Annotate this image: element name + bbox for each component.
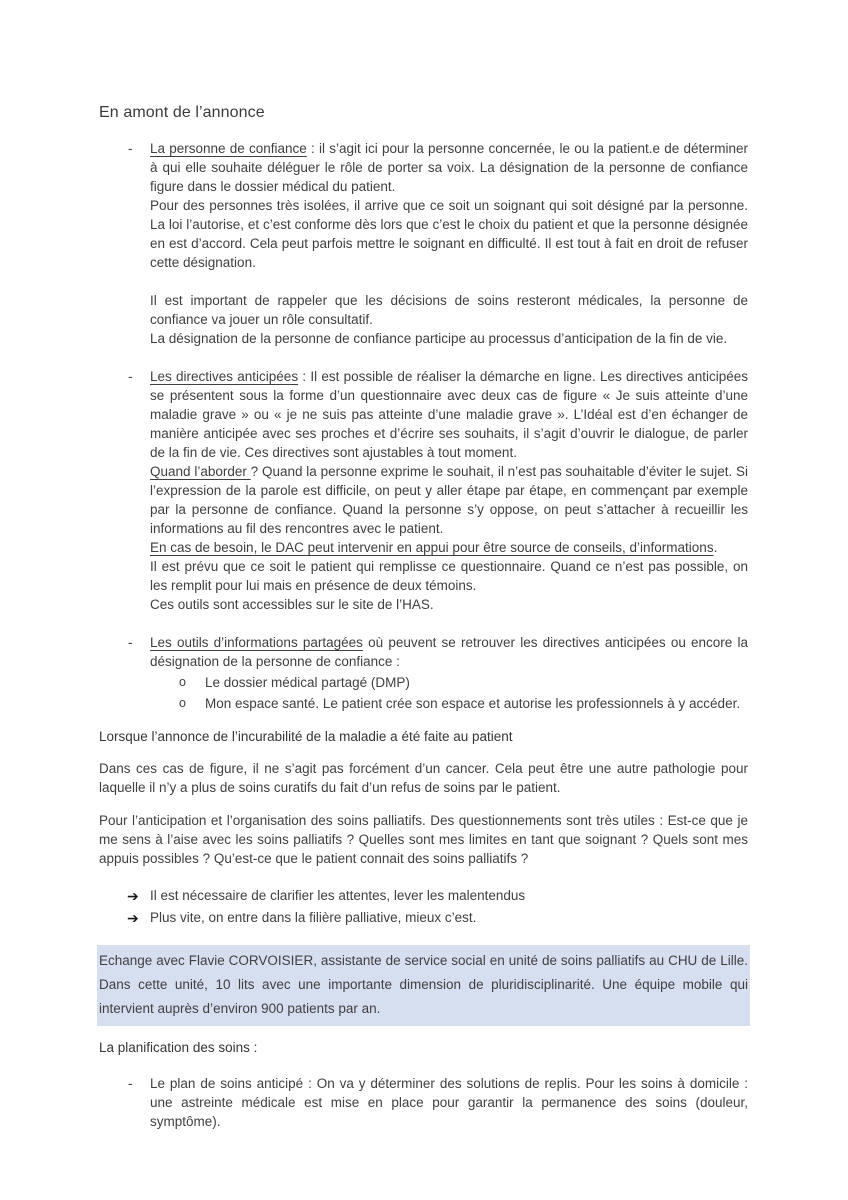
paragraph-text: : Il est possible de réaliser la démarche en ligne. Les directives anticipées se présentent sous la forme d’un questionnaire avec deux cas de figure « Je suis atteinte d’une maladie grave » ou « je ne suis pas atteinte d’une maladie grave ». L’Idéal est d’en échanger de manière anticipée avec ses proches et d’écrire ses souhaits, il s’agit d’ouvrir le dialogue, de parler de la fin de vie. Ces directives sont ajustables à tout moment.: [150, 369, 749, 460]
arrow-item: [99, 907, 748, 929]
document-title: En amont de l’annonce: [99, 104, 265, 121]
bullet-item-plan-de-soins: [99, 1074, 748, 1131]
paragraph: [150, 139, 748, 196]
paragraph-text: : il s’agit ici pour la personne concernée, le ou la patient.e de déterminer à qui elle souhaite déléguer le rôle de porter sa voix. La désignation de la personne de confiance figure dans le dossier médical du patient.: [150, 141, 748, 194]
dash-bullet-icon: -: [128, 635, 133, 650]
sub-bullet-item-dmp: [150, 673, 748, 692]
paragraph: Il est important de rappeler que les décisions de soins resteront médicales, la personne de confiance va jouer un rôle consultatif.: [150, 293, 748, 327]
paragraph: Le plan de soins anticipé : On va y déterminer des solutions de replis. Pour les soins à domicile : une astreinte médicale est mise en place pour garantir la permanence des soins (douleur, symptôme).: [150, 1076, 748, 1129]
arrow-item-text: Il est nécessaire de clarifier les attentes, lever les malentendus: [150, 888, 526, 903]
bullet-item-outils-partages: [99, 633, 748, 713]
bullet-item-body: [150, 139, 748, 348]
bullet-item-body: [150, 633, 748, 713]
arrow-bullet-icon: ➔: [127, 888, 139, 904]
sub-bullet-text: Mon espace santé. Le patient crée son espace et autorise les professionnels à y accéder.: [205, 696, 741, 711]
paragraph: Ces outils sont accessibles sur le site de l’HAS.: [150, 597, 434, 612]
circle-bullet-icon: o: [179, 696, 186, 710]
arrow-item-text: Plus vite, on entre dans la filière palliative, mieux c’est.: [150, 910, 477, 925]
paragraph: Pour des personnes très isolées, il arrive que ce soit un soignant qui soit désigné par la personne. La loi l’autorise, et c’est conforme dès lors que c’est le choix du patient et que la personne désignée en est d’accord. Cela peut parfois mettre le soignant en difficulté. Il est tout à fait en droit de refuser cette désignation.: [150, 198, 748, 270]
paragraph: [150, 367, 748, 462]
arrow-bullet-icon: ➔: [127, 910, 139, 926]
underlined-phrase: La personne de confiance: [150, 141, 307, 156]
dash-bullet-icon: -: [128, 1076, 133, 1091]
section-heading-planification: La planification des soins :: [99, 1040, 258, 1055]
paragraph: [150, 462, 748, 538]
paragraph: [150, 538, 748, 557]
underlined-phrase: En cas de besoin, le DAC peut intervenir en appui pour être source de conseils, d’informations: [150, 540, 714, 555]
arrow-item: [99, 885, 748, 907]
paragraph-text: ? Quand la personne exprime le souhait, il n’est pas souhaitable d’éviter le sujet. Si l’expression de la parole est difficile, on peut y aller étape par étape, en commençant par exemple par la personne de confiance. Quand la personne s’y oppose, on peut s’attacher à recueillir les informations au fil des rencontres avec le patient.: [150, 464, 748, 536]
document-body: [99, 103, 748, 1131]
sub-bullet-item-mon-espace-sante: [150, 694, 748, 713]
circle-bullet-icon: o: [179, 675, 186, 689]
bullet-item-directives-anticipees: [99, 367, 748, 614]
bullet-item-personne-de-confiance: [99, 139, 748, 348]
paragraph: Dans ces cas de figure, il ne s’agit pas forcément d’un cancer. Cela peut être une autre pathologie pour laquelle il n’y a plus de soins curatifs du fait d’un refus de soins par le patient.: [99, 761, 748, 795]
arrow-list: [99, 885, 748, 929]
paragraph: Il est prévu que ce soit le patient qui remplisse ce questionnaire. Quand ce n’est pas possible, on les remplit pour lui mais en présence de deux témoins.: [150, 559, 748, 593]
paragraph: Pour l’anticipation et l’organisation des soins palliatifs. Des questionnements sont très utiles : Est-ce que je me sens à l’aise avec les soins palliatifs ? Quelles sont mes limites en tant que soignant ? Quels sont mes appuis possibles ? Qu’est-ce que le patient connait des soins palliatifs ?: [99, 813, 748, 866]
underlined-phrase: Les directives anticipées: [150, 369, 299, 384]
sub-bullet-text: Le dossier médical partagé (DMP): [205, 675, 410, 690]
paragraph-text: .: [713, 540, 718, 555]
bullet-item-body: [150, 367, 748, 614]
underlined-phrase: Quand l’aborder: [150, 464, 251, 479]
dash-bullet-icon: -: [128, 141, 133, 156]
underlined-phrase: Les outils d’informations partagées: [150, 635, 363, 650]
highlighted-note-echange-corvoisier: Echange avec Flavie CORVOISIER, assistante de service social en unité de soins palliatifs au CHU de Lille. Dans cette unité, 10 lits avec une importante dimension de pluridisciplinarité. Une équipe mobile qui intervient auprès d’environ 900 patients par an.: [97, 945, 750, 1026]
section-heading-incurabilite: Lorsque l’annonce de l’incurabilité de la maladie a été faite au patient: [99, 729, 513, 744]
paragraph: [150, 633, 748, 671]
bullet-item-body: [150, 1074, 748, 1131]
dash-bullet-icon: -: [128, 369, 133, 384]
paragraph: La désignation de la personne de confiance participe au processus d’anticipation de la fin de vie.: [150, 331, 728, 346]
paragraph-text: où peuvent se retrouver les directives anticipées ou encore la désignation de la personne de confiance :: [150, 635, 748, 669]
bullet-list: [99, 139, 748, 713]
blank-line: [150, 272, 748, 291]
